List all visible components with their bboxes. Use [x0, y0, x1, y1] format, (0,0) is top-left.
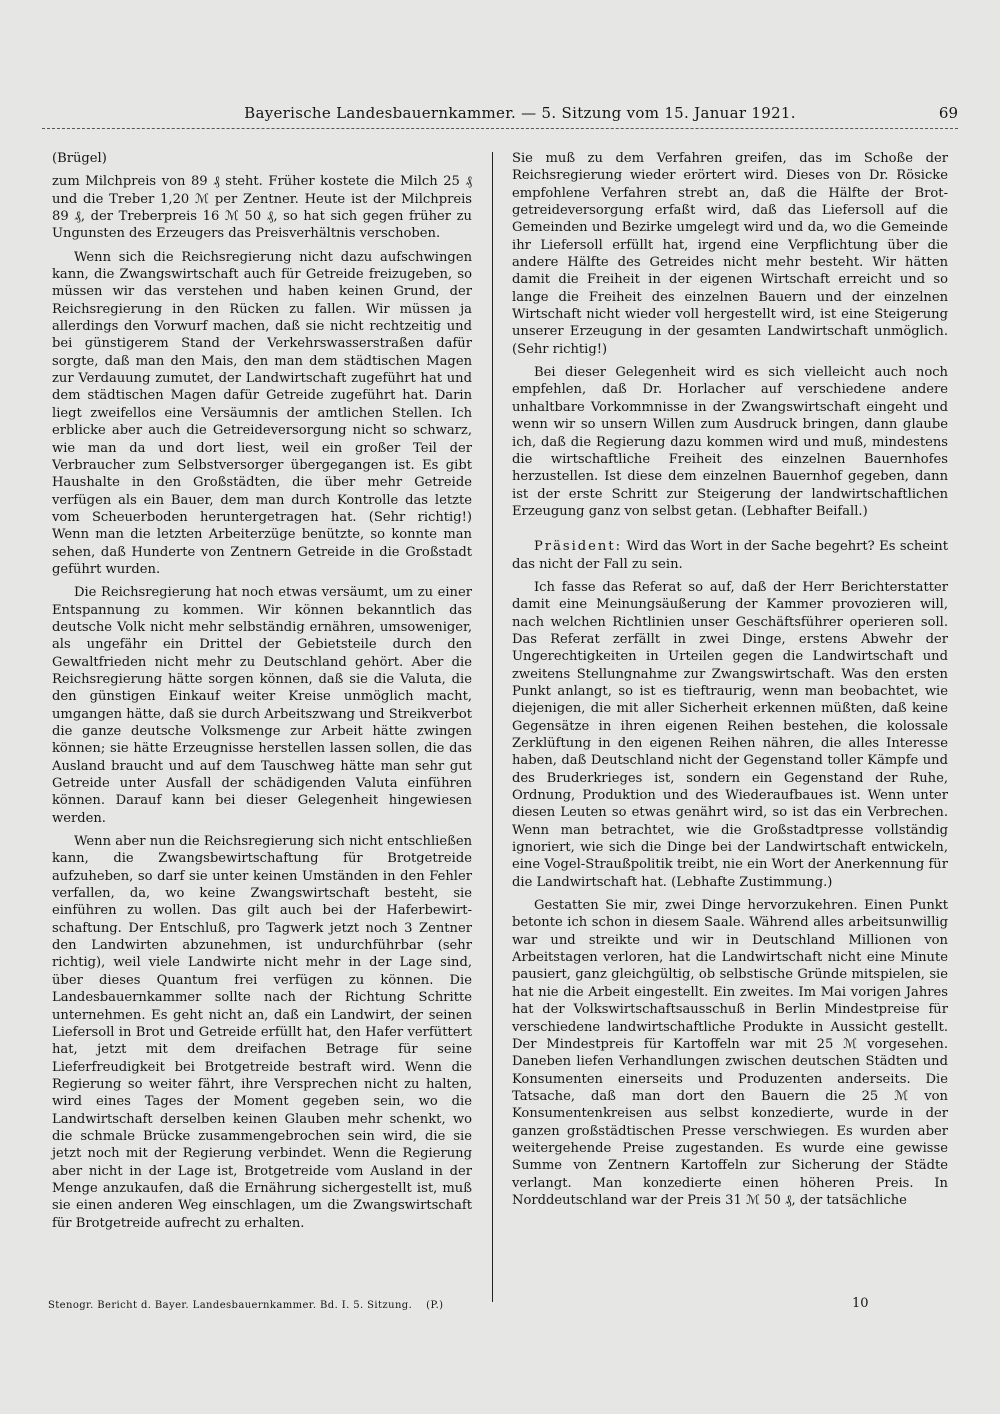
paragraph: Ich fasse das Referat so auf, daß der Herr Berichterstatter damit eine Meinungsäußerung der Kammer provozieren will, nach welchen Richtlinien unser Geschäftsführer operieren soll. Das Referat zerfällt in zwei Dinge, erstens Abwehr der Ungerechtigkeiten in Urteilen gegen die Landwirtschaft und zweitens Stellungnahme zur Zwangswirtschaft. Was den ersten Punkt anlangt, so ist es tieftraurig, wenn man beobachtet, wie diejenigen, die mit aller Sicherheit erkennen müßten, daß keine Gegensätze in ihren eigenen Reihen bestehen, die kolossale Zerklüftung in den eigenen Reihen nähren, die alles Interesse haben, daß Deutschland nicht der Gegenstand toller Kämpfe und des Bruderkrieges ist, sondern ein Gegenstand der Ruhe, Ordnung, Produktion und des Wiederaufbaues ist. Wenn unter diesen Leuten so etwas genährt wird, so ist das ein Verbrechen. Wenn man betrachtet, wie die Großstadtpresse vollständig ignoriert, wie sich die Dinge bei der Landwirtschaft entwickeln, eine Vogel-Straußpolitik treibt, nie ein Wort der Anerkennung für die Landwirtschaft hat. (Lebhafte Zustimmung.): [512, 579, 948, 890]
president-label: Präsident:: [534, 539, 623, 555]
paragraph: Wenn aber nun die Reichsregierung sich nicht entschließen kann, die Zwangsbewirtschaftung für Brotgetreide aufzuheben, so darf sie unter keinen Umständen in den Fehler verfallen, da, wo keine Zwangswirtschaft besteht, sie einführen zu wollen. Das gilt auch bei der Haferbewirtschaftung. Der Entschluß, pro Tagwerk jetzt noch 3 Zentner den Landwirten abzunehmen, ist undurchführbar (sehr richtig), weil viele Landwirte nicht mehr in der Lage sind, über dieses Quantum frei verfügen zu können. Die Landesbauernkammer sollte nach der Richtung Schritte unternehmen. Es geht nicht an, daß ein Landwirt, der seinen Liefersoll in Brot und Getreide erfüllt hat, den Hafer verfüttert hat, jetzt mit dem dreifachen Betrage für seine Lieferfreudigkeit bei Brotgetreide bestraft wird. Wenn die Regierung so weiter fährt, ihre Versprechen nicht zu halten, wird eines Tages der Moment gegeben sein, wo die Landwirtschaft derselben keinen Glauben mehr schenkt, wo die schmale Brücke zusammengebrochen sein wird, die sie jetzt noch mit der Regierung verbindet. Wenn die Regierung aber nicht in der Lage ist, Brotgetreide vom Ausland in der Menge anzukaufen, daß die Ernährung sichergestellt ist, muß sie einen anderen Weg einschlagen, um die Zwangswirtschaft für Brotgetreide aufrecht zu erhalten.: [52, 834, 472, 1231]
column-divider: [492, 152, 493, 1302]
paragraph: zum Milchpreis von 89 ₰ steht. Früher kostete die Milch 25 ₰ und die Treber 1,20 ℳ per Zentner. Heute ist der Milchpreis 89 ₰, der Treberpreis 16 ℳ 50 ₰, so hat sich gegen früher zu Ungunsten des Erzeugers das Preisverhältnis verschoben.: [52, 174, 472, 242]
paragraph: Gestatten Sie mir, zwei Dinge hervorzukehren. Einen Punkt betonte ich schon in diesem Saale. Während alles arbeitsunwillig war und streikte und wir in Deutschland Millionen von Arbeitstagen verloren, hat die Landwirtschaft nicht eine Minute pausiert, ganz gleichgültig, ob selbstische Gründe mitspielen, sie hat nie die Arbeit eingestellt. Ein zweites. Im Mai vorigen Jahres hat der Volkswirtschaftsausschuß in Berlin Mindestpreise für verschiedene landwirtschaftliche Produkte in Aussicht gestellt. Der Mindestpreis für Kartoffeln war mit 25 ℳ vorgesehen. Daneben liefen Verhandlungen zwischen deutschen Städten und Konsumenten einerseits und Produzenten anderseits. Die Tatsache, daß man dort den Bauern die 25 ℳ von Konsumentenkreisen aus selbst konzedierte, wurde in der ganzen großstädtischen Presse verschwiegen. Es wurden aber weitergehende Preise zugestanden. Es wurde eine gewisse Summe von Zentnern Kartoffeln zur Sicherung der Städte verlangt. Man konzedierte einen höheren Preis. In Norddeutschland war der Preis 31 ℳ 50 ₰, der tatsächliche: [512, 898, 948, 1208]
footer: [48, 1300, 508, 1311]
paragraph: Bei dieser Gelegenheit wird es sich vielleicht auch noch empfehlen, daß Dr. Horlacher auf verschiedene andere unhaltbare Vorkommnisse in der Zwangswirtschaft eingeht und wenn wir so unsern Willen zum Ausdruck bringen, dann glaube ich, daß die Regierung dazu kommen wird und muß, mindestens die wirtschaftliche Freiheit des einzelnen Bauernhofes herzustellen. Ist diese dem einzelnen Bauernhof gegeben, dann ist der erste Schritt zur Steigerung der landwirtschaftlichen Erzeugung ganz von selbst getan. (Lebhafter Beifall.): [512, 365, 948, 519]
president-statement: [512, 538, 948, 573]
header-rule: [42, 128, 958, 129]
footer-text: Stenogr. Bericht d. Bayer. Landesbauernkammer. Bd. I. 5. Sitzung.: [48, 1300, 413, 1311]
speaker-name: (Brügel): [52, 151, 107, 166]
right-column: [512, 150, 948, 1215]
president-text: Wird das Wort in der Sache begehrt? Es scheint das nicht der Fall zu sein.: [512, 539, 948, 572]
running-header: [40, 104, 960, 128]
footer-mark: (P.): [426, 1300, 444, 1311]
paragraph: Wenn sich die Reichsregierung nicht dazu aufschwingen kann, die Zwangswirtschaft auch für Getreide freizugeben, so müssen wir das verstehen und haben keinen Grund, der Reichsregierung in den Rücken zu fallen. Wir müssen ja allerdings den Vorwurf machen, daß sie nicht rechtzeitig und bei günstigerem Stand der Verkehrswasserstraßen dafür sorgte, daß man den Mais, den man dem städtischen Magen zur Verdauung zumutet, der Landwirtschaft zugeführt hat und dem städtischen Magen dafür Getreide zugeführt hat. Darin liegt zweifellos eine Versäumnis der amtlichen Stellen. Ich erblicke aber auch die Getreideversorgung nicht so schwarz, wie man da und dort liest, weil ein großer Teil der Verbraucher zum Selbstversorger übergegangen ist. Es gibt Haushalte in den Großstädten, die über mehr Getreide verfügen als ein Bauer, dem man durch Kontrolle das letzte vom Scheuerboden heruntergetragen hat. (Sehr richtig!) Wenn man die letzten Arbeiterzüge benützte, so konnte man sehen, daß Hunderte von Zentnern Getreide in die Großstadt geführt wurden.: [52, 249, 472, 577]
header-title: Bayerische Landesbauernkammer. — 5. Sitzung vom 15. Januar 1921.: [244, 104, 796, 122]
left-column: [52, 150, 472, 1238]
paragraph: Die Reichsregierung hat noch etwas versäumt, um zu einer Entspannung zu kommen. Wir können bekanntlich das deutsche Volk nicht mehr selbständig ernähren, umsoweniger, als ungefähr ein Drittel der Gebietsteile durch den Gewaltfrieden nicht mehr zu Deutschland gehört. Aber die Reichsregierung hätte sorgen können, daß sie die Valuta, die den günstigen Einkauf weiter Kreise unmöglich macht, umgangen hätte, daß sie durch Arbeitszwang und Streikverbot die ganze deutsche Volksmenge zur Arbeit hätte zwingen können; sie hätte Erzeugnisse herstellen lassen sollen, die das Ausland braucht und auf dem Tauschweg hätte man sehr gut Getreide unter Ausfall der schädigenden Valuta einführen können. Darauf kann bei dieser Gelegenheit hingewiesen werden.: [52, 585, 472, 826]
paragraph: Sie muß zu dem Verfahren greifen, das im Schoße der Reichsregierung wieder erörtert wird. Dieses von Dr. Rösicke empfohlene Verfahren strebt an, daß die Hälfte der Brotgetreideversorgung erfaßt wird, daß das Liefersoll auf die Gemeinden und Bezirke umgelegt wird und da, wo die Gemeinde ihr Liefersoll erfüllt hat, irgend eine Verpflichtung über die andere Hälfte des Getreides nicht mehr besteht. Wir hätten damit die Freiheit in der eigenen Wirtschaft erreicht und so lange die Freiheit des einzelnen Bauern und der einzelnen Wirtschaft nicht wieder voll hergestellt wird, ist eine Steigerung unserer Erzeugung in der gesamten Landwirtschaft unmöglich. (Sehr richtig!): [512, 151, 948, 357]
signature-number: 10: [852, 1296, 869, 1311]
page-number: 69: [938, 104, 958, 122]
